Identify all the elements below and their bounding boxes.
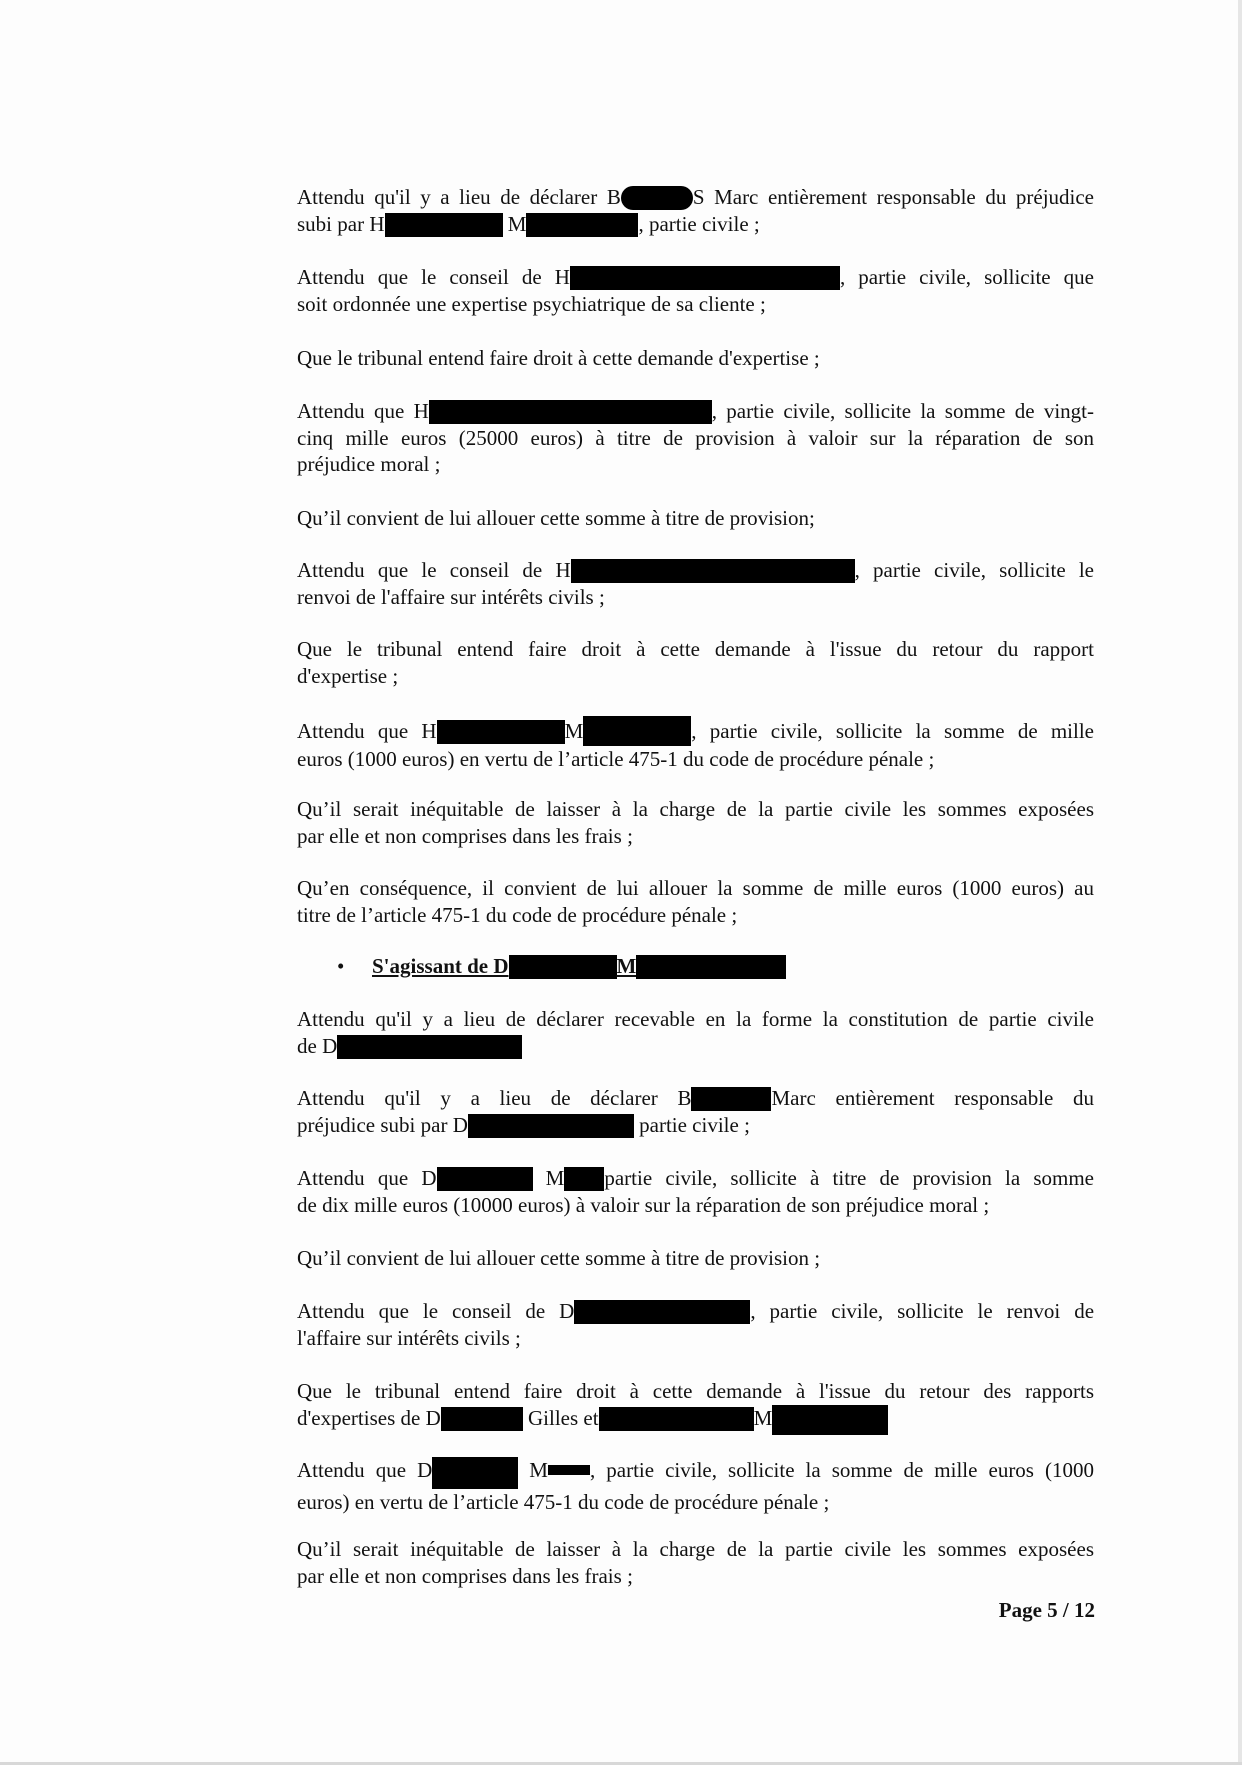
scan-edge xyxy=(1238,0,1242,1765)
redaction-block xyxy=(385,213,503,237)
text-run: Attendu que le conseil de xyxy=(297,558,543,582)
text-run: Attendu qu'il y a lieu de déclarer xyxy=(297,1086,658,1110)
bullet-icon: • xyxy=(337,954,345,978)
text-line: euros) en vertu de l’article 475-1 du code de procédure pénale ; xyxy=(297,1490,830,1514)
redaction-block xyxy=(437,720,565,744)
paragraph-inequitable-d xyxy=(297,1536,1094,1589)
text-run: subi par xyxy=(297,211,365,236)
text-run: D xyxy=(559,1299,575,1323)
text-line: Qu’il serait inéquitable de laisser à la charge de la partie civile les sommes exposées xyxy=(297,1537,1094,1561)
text-line: soit ordonnée une expertise psychiatrique de sa cliente ; xyxy=(297,291,766,316)
text-line xyxy=(297,557,1094,584)
paragraph-article-475-d xyxy=(297,1457,1094,1516)
text-run: H xyxy=(421,719,437,743)
text-line xyxy=(297,1033,1094,1060)
page-number: Page 5 / 12 xyxy=(998,1598,1095,1622)
redaction-block xyxy=(441,1407,523,1431)
text-line: Qu’en conséquence, il convient de lui allouer la somme de mille euros (1000 euros) au xyxy=(297,876,1094,900)
redaction-block xyxy=(574,1300,750,1324)
text-line xyxy=(297,1112,1094,1139)
text-run: M xyxy=(564,719,584,743)
redaction-block xyxy=(772,1405,888,1435)
text-line xyxy=(297,716,1094,746)
text-run: S Marc entièrement responsable du préjudice xyxy=(692,185,1095,209)
text-run: d'expertises de D xyxy=(297,1405,441,1430)
text-run: de D xyxy=(297,1033,338,1058)
heading-text: S'agissant de D xyxy=(372,954,509,978)
redaction-block xyxy=(429,400,712,424)
text-line: Que le tribunal entend faire droit à cette demande à l'issue du retour des rapports xyxy=(297,1379,1094,1403)
redaction-block xyxy=(570,266,840,290)
redaction-block xyxy=(636,955,786,979)
redaction-block xyxy=(599,1407,754,1431)
text-line: euros (1000 euros) en vertu de l’article 475-1 du code de procédure pénale ; xyxy=(297,747,935,771)
text-line xyxy=(297,1405,1094,1435)
text-run: D xyxy=(421,1166,437,1190)
text-run: Attendu que xyxy=(297,399,405,423)
text-run: H xyxy=(413,399,429,423)
text-run: B xyxy=(677,1086,692,1110)
redaction-block xyxy=(468,1114,634,1138)
redaction-block xyxy=(437,1167,533,1191)
text-run: H xyxy=(369,211,385,236)
text-line: Qu’il serait inéquitable de laisser à la charge de la partie civile les sommes exposées xyxy=(297,797,1094,821)
text-run: , partie civile, sollicite que xyxy=(839,265,1095,289)
text-run: M xyxy=(753,1405,773,1430)
text-run: D xyxy=(452,1112,468,1137)
redaction-block xyxy=(691,1087,771,1111)
text-run: M xyxy=(507,211,527,236)
paragraph-article-475-h xyxy=(297,716,1094,773)
text-line: d'expertise ; xyxy=(297,663,399,688)
text-line: Que le tribunal entend faire droit à cette demande à l'issue du retour du rapport xyxy=(297,637,1094,661)
text-run: M xyxy=(529,1458,548,1482)
text-line xyxy=(297,398,1094,425)
text-run: , partie civile, sollicite le renvoi de xyxy=(750,1299,1095,1323)
text-run: , partie civile, sollicite la somme de mille euros (1000 xyxy=(589,1458,1095,1482)
paragraph-renvoi-h xyxy=(297,557,1094,610)
text-line xyxy=(297,211,1094,238)
paragraph-tribunal-expertise xyxy=(297,345,1094,372)
text-run: Attendu que xyxy=(297,1166,409,1190)
text-line: l'affaire sur intérêts civils ; xyxy=(297,1325,521,1350)
text-run: , partie civile, sollicite la somme de mille xyxy=(691,719,1095,743)
text-line: par elle et non comprises dans les frais ; xyxy=(297,823,633,848)
paragraph-provision-h xyxy=(297,398,1094,478)
text-line: cinq mille euros (25000 euros) à titre de provision à valoir sur la réparation de son xyxy=(297,425,1094,450)
text-line: titre de l’article 475-1 du code de procédure pénale ; xyxy=(297,902,738,927)
text-run: , partie civile, sollicite le xyxy=(854,558,1094,582)
redaction-block xyxy=(621,186,693,210)
text-run: H xyxy=(554,265,570,289)
paragraph-expertise-request xyxy=(297,264,1094,317)
redaction-block xyxy=(526,213,638,237)
text-run: B xyxy=(606,185,621,209)
text-line xyxy=(297,184,1094,211)
text-line: Attendu qu'il y a lieu de déclarer recevable en la forme la constitution de partie civile xyxy=(297,1007,1094,1031)
paragraph-responsabilite-d xyxy=(297,1085,1094,1138)
paragraph-consequence-h xyxy=(297,875,1094,928)
text-line xyxy=(297,1085,1094,1112)
redaction-block xyxy=(432,1457,518,1489)
paragraph-responsabilite-h xyxy=(297,184,1094,237)
text-line xyxy=(297,1298,1094,1325)
paragraph-allocation-d xyxy=(297,1245,1094,1272)
redaction-block xyxy=(548,1465,590,1475)
text-line: par elle et non comprises dans les frais ; xyxy=(297,1563,633,1588)
paragraph-allocation-h xyxy=(297,505,1094,532)
text-run: , partie civile ; xyxy=(638,211,760,236)
text-line: Qu’il convient de lui allouer cette somme à titre de provision; xyxy=(297,506,815,530)
text-run: Attendu que le conseil de xyxy=(297,265,542,289)
text-run: Attendu que xyxy=(297,719,409,743)
heading-text: M xyxy=(616,954,637,978)
text-run: partie civile, sollicite à titre de provision la somme xyxy=(604,1166,1095,1190)
text-line xyxy=(297,264,1094,291)
paragraph-recevable-d xyxy=(297,1006,1094,1059)
text-run: Attendu que le conseil de xyxy=(297,1299,546,1323)
text-line: de dix mille euros (10000 euros) à valoir sur la réparation de son préjudice moral ; xyxy=(297,1192,990,1217)
section-heading-d xyxy=(372,953,786,979)
text-line: renvoi de l'affaire sur intérêts civils ; xyxy=(297,584,605,609)
text-run: Marc entièrement responsable du xyxy=(771,1086,1095,1110)
paragraph-inequitable-h xyxy=(297,796,1094,849)
text-run: Gilles et xyxy=(528,1405,599,1430)
redaction-block xyxy=(583,716,691,746)
text-run: D xyxy=(417,1458,433,1482)
text-run: Attendu qu'il y a lieu de déclarer xyxy=(297,185,598,209)
text-line: Que le tribunal entend faire droit à cette demande d'expertise ; xyxy=(297,346,820,370)
paragraph-tribunal-renvoi-h xyxy=(297,636,1094,689)
paragraph-tribunal-renvoi-d xyxy=(297,1378,1094,1435)
text-line xyxy=(297,1165,1094,1192)
redaction-block xyxy=(509,955,617,979)
text-run: , partie civile, sollicite la somme de vingt- xyxy=(711,399,1094,423)
text-run: préjudice subi par xyxy=(297,1112,448,1137)
text-line xyxy=(297,1457,1094,1489)
paragraph-provision-d xyxy=(297,1165,1094,1218)
text-line: préjudice moral ; xyxy=(297,452,441,476)
text-run: H xyxy=(555,558,571,582)
text-run: Attendu que xyxy=(297,1458,407,1482)
text-run: M xyxy=(545,1166,565,1190)
text-run: partie civile ; xyxy=(639,1112,750,1137)
paragraph-renvoi-d xyxy=(297,1298,1094,1351)
redaction-block xyxy=(337,1035,522,1059)
redaction-block xyxy=(564,1167,604,1191)
text-line: Qu’il convient de lui allouer cette somme à titre de provision ; xyxy=(297,1246,821,1270)
redaction-block xyxy=(571,559,855,583)
